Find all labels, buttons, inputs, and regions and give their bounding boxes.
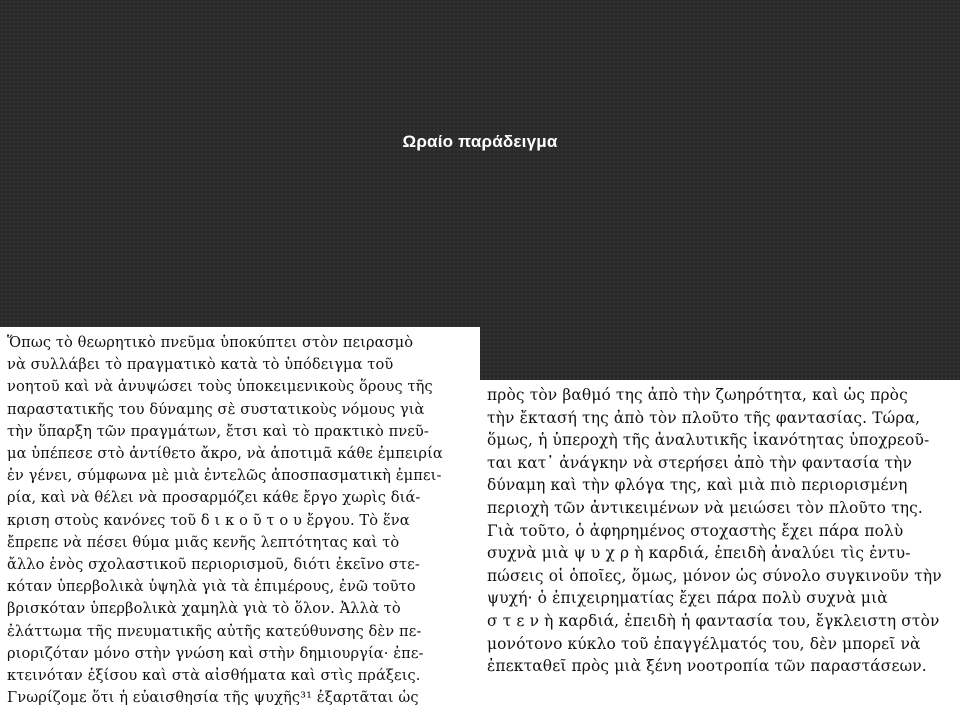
scanned-page-left [0, 327, 480, 720]
text-line: Γιὰ τοῦτο, ὁ ἀφηρημένος στοχαστὴς ἔχει πάρα πολὺ [487, 521, 904, 540]
slide-title: Ωραίο παράδειγμα [402, 132, 558, 151]
text-line: κριση στοὺς κανόνες τοῦ δ ι κ ο ῦ τ ο υ ἔργου. Τὸ ἕνα [7, 511, 410, 529]
text-line: μονότονο κύκλο τοῦ ἐπαγγέλματός του, δὲν μπορεῖ νὰ [487, 634, 921, 653]
text-line: Ὅπως τὸ θεωρητικὸ πνεῦμα ὑποκύπτει στὸν πειρασμὸ [7, 334, 414, 351]
text-line: βρισκόταν ὑπερβολικὰ χαμηλὰ γιὰ τὸ ὅλον. Ἀλλὰ τὸ [7, 600, 401, 618]
text-line: νοητοῦ καὶ νὰ ἀνυψώσει τοὺς ὑποκειμενικοὺς ὅρους τῆς [7, 378, 433, 396]
text-line: ἐν γένει, σύμφωνα μὲ μιὰ ἐντελῶς ἀποσπασματικὴ ἐμπει- [7, 467, 442, 485]
text-line: τὴν ὕπαρξη τῶν πραγμάτων, ἔτσι καὶ τὸ πρακτικὸ πνεῦ- [7, 422, 429, 440]
scanned-page-right [480, 380, 960, 720]
text-line: κτεινόταν ἐξίσου καὶ στὰ αἰσθήματα καὶ στὶς πράξεις. [7, 667, 421, 685]
text-line: ἄλλο ἑνὸς σχολαστικοῦ περιορισμοῦ, διότι ἐκεῖνο στε- [7, 556, 420, 574]
text-line: ριοριζόταν μόνο στὴν γνώση καὶ στὴν δημιουργία· ἐπε- [7, 644, 424, 662]
text-line: περιοχὴ τῶν ἀντικειμένων νὰ μειώσει τὸν πλοῦτο της. [487, 498, 923, 517]
text-line: σ τ ε ν ὴ καρδιά, ἐπειδὴ ἡ φαντασία του, ἔγκλειστη στὸν [487, 611, 940, 630]
text-line: τὴν ἔκτασή της ἀπὸ τὸν πλοῦτο τῆς φαντασίας. Τώρα, [487, 408, 921, 427]
text-line: ἐπεκταθεῖ πρὸς μιὰ ξένη νοοτροπία τῶν παραστάσεων. [487, 657, 927, 676]
text-line: νὰ συλλάβει τὸ πραγματικὸ κατὰ τὸ ὑπόδειγμα τοῦ [7, 356, 394, 374]
text-line: Γνωρίζομε ὅτι ἡ εὐαισθησία τῆς ψυχῆς³¹ ἐξαρτᾶται ὡς [7, 689, 419, 707]
text-line: ἐλάττωμα τῆς πνευματικῆς αὐτῆς κατεύθυνσης δὲν πε- [7, 622, 422, 640]
text-line: ἔπρεπε νὰ πέσει θύμα μιᾶς κενῆς λεπτότητας καὶ τὸ [7, 533, 400, 551]
text-line: ψυχή· ὁ ἐπιχειρηματίας ἔχει πάρα πολὺ συχνὰ μιὰ [487, 589, 888, 608]
text-line: συχνὰ μιὰ ψ υ χ ρ ὴ καρδιά, ἐπειδὴ ἀναλύει τὶς ἐντυ- [487, 544, 911, 563]
text-line: δύναμη καὶ τὴν φλόγα της, καὶ μιὰ πιὸ περιορισμένη [487, 476, 908, 495]
text-line: ται κατ᾽ ἀνάγκην νὰ στερήσει ἀπὸ τὴν φαντασία τὴν [487, 453, 913, 472]
text-line: παραστατικῆς του δύναμης σὲ συστατικοὺς νόμους γιὰ [7, 400, 425, 418]
text-line: κόταν ὑπερβολικὰ ὑψηλὰ γιὰ τὰ ἐπιμέρους, ἐνῶ τοῦτο [7, 578, 416, 596]
text-line: πώσεις οἱ ὁποῖες, ὅμως, μόνον ὡς σύνολο συγκινοῦν τὴν [487, 566, 942, 585]
text-line: ρία, καὶ νὰ θέλει νὰ προσαρμόζει κάθε ἔργο χωρὶς διά- [7, 489, 421, 507]
text-line: ὅμως, ἡ ὑπεροχὴ τῆς ἀναλυτικῆς ἱκανότητας ὑποχρεοῦ- [487, 431, 930, 450]
text-line: πρὸς τὸν βαθμό της ἀπὸ τὴν ζωηρότητα, καὶ ὡς πρὸς [487, 386, 908, 404]
text-line: μα ὑπέπεσε στὸ ἀντίθετο ἄκρο, νὰ ἀποτιμᾶ κάθε ἐμπειρία [7, 445, 443, 463]
